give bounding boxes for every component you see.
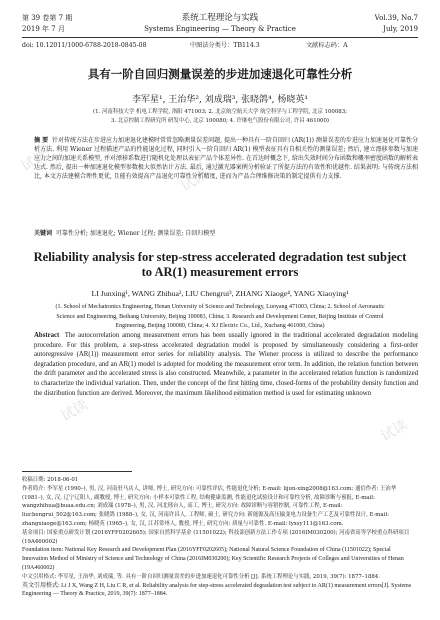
author-bios: 作者简介: 李军星 (1990–), 男, 汉, 河南驻马店人, 讲师, 博士, 研究方向: 可靠性评估, 性能退化分析; E-mail: lijun-xing2008@163.com; 通信作者: 王治华 (1981–), 女, 汉, 辽宁辽阳人, 副教授, 博士, 研究方向: 小样本可靠性工程, 结构健康监测, 性能退化试验设计和可靠性分析, 故障诊断与预报, E-mail: wangzhihua@buaa.edu.cn; 刘成瑞 (1978–), 男, 汉, 河北邢台人, 高工, 博士, 研究方向: 故障诊断与容错控制, 可靠性工程, E-mail: liuchengrui_502@163.com; 张晓鸽 (1988–), 女, 汉, 河南许昌人, 工程师, 硕士, 研究方向: 新能源及高压输变电力设备生产工艺及可靠性设计, E-mail: zhangxiaoge@163.com; 杨晓英 (1965–), 女, 汉, 江苏常州人, 教授, 博士, 研究方向: 质量与可靠性. E-mail: lyxsy111@163.com.	[22, 485, 397, 527]
watermark: 试读	[58, 396, 91, 425]
english-title: Reliability analysis for step-stress accelerated degradation test subject to AR(1) measurement errors	[33, 250, 407, 279]
clc-number: 中图法分类号：TB114.3	[190, 42, 260, 49]
english-abstract-label: Abstract	[34, 332, 60, 339]
journal-name-cn: 系统工程理论与实践	[181, 13, 259, 23]
chinese-affiliations	[40, 108, 400, 126]
watermark: 试读	[358, 146, 391, 175]
chinese-affiliation-line: (1. 河南科技大学 机电工程学院, 洛阳 471003; 2. 北京航空航天大学 航空科学与工程学院, 北京 100083;	[93, 109, 347, 115]
fund-en: Foundation item: National Key Research and Development Plan (2016YFF0202605); National Natural Science Foundation of China (11501022); Special Innovation Method of Ministry of Science and Technology of China (2016IM030200); Key Scientific Research Projects of Colleges and Universities of Henan (19A460002)	[22, 547, 404, 571]
date-en: July, 2019	[383, 25, 418, 33]
header-rule	[22, 37, 418, 38]
volume-issue-en: Vol.39, No.7	[374, 14, 418, 22]
chinese-title: 具有一阶自回归测量误差的步进加速退化可靠性分析	[87, 67, 353, 81]
chinese-keywords-text: 可靠性分析; 加速退化; Wiener 过程; 测量误差; 自回归模型	[55, 230, 216, 237]
english-abstract	[34, 331, 418, 398]
footnotes	[22, 476, 418, 599]
chinese-keywords	[34, 229, 418, 238]
watermark: 试读	[378, 416, 411, 445]
citation-cn: 中文引用格式: 李军星, 王治华, 刘成瑞, 等. 具有一阶自回归测量误差的步进加速退化可靠性分析 [J]. 系统工程理论与实践, 2019, 39(7): 1877–1884.	[22, 573, 380, 580]
footnote-rule	[22, 471, 132, 472]
english-affiliations: (1. School of Mechatronics Engineering, Henan University of Science and Technology, Luoyang 471003, China; 2. School of Aeronautic Science and Engineering, Beihang University, Beijing 100083, China; 3. Research and Development Center, Beijing Institute of Control Engineering, Beijing 100080, China; 4. XJ Electric Co., Ltd., Xuchang 461000, China)	[55, 304, 385, 329]
watermark: 试读	[228, 376, 261, 405]
chinese-keywords-label: 关键词	[34, 230, 53, 237]
watermark: 试读	[18, 146, 51, 175]
journal-name-en: Systems Engineering — Theory & Practice	[144, 25, 296, 33]
fund-cn: 基金项目: 国家重点研发计划 (2016YFF0202605); 国家自然科学基金 (11501022); 科技部创新方法工作专项 (2016IM030200); 河南省高等学校重点科研项目 (19A460002)	[22, 529, 410, 545]
english-abstract-text: The autocorrelation among measurement errors has been usually ignored in the traditional accelerated degradation modeling procedure. For this problem, a step-stress accelerated degradation model is proposed by simultaneously considering a first-order autoregressive (AR(1)) measurement error series for reliability analysis. The Wiener process is utilized to describe the performance degradation procedure, and an AR(1) model is adopted for modeling the measurement error term. In addition, the relation function between the drift parameter and the accelerated stress is also constructed. Meanwhile, a parameter in the accelerated relation function is randomized to characterize the individual variation. Then, under the concept of the first hitting time, closed-forms of the probability density function and the distribution function are derived. Moreover, the maximum likelihood estimation method is used for estimating unknown	[34, 332, 418, 397]
doi: doi: 10.12011/1000-6788-2018-0845-08	[22, 42, 147, 49]
chinese-affiliation-line: 3. 北京控制工程研究所 研发中心, 北京 100080; 4. 许继电气股份有限公司, 许昌 461000)	[110, 118, 330, 124]
watermark: 试读	[178, 166, 211, 195]
date-cn: 2019 年 7 月	[22, 25, 65, 33]
document-code: 文献标志码：A	[306, 42, 348, 49]
citation-en: 英文引用格式: Li J X, Wang Z H, Liu C R, et al. Reliability analysis for step-stress accelerated degradation test subject to AR(1) measurement errors[J]. Systems Engineering — Theory & Practice, 2019, 39(7): 1877–1884.	[22, 582, 412, 598]
english-authors: LI Junxing¹, WANG Zhihua², LIU Chengrui³, ZHANG Xiaoge⁴, YANG Xiaoying¹	[91, 289, 349, 298]
chinese-abstract-text: 针对传统方法在步进应力加速退化建模时常常忽略测量误差问题, 提出一种具有一阶自回归 (AR(1)) 测量误差的步进应力加速退化可靠性分析方法. 利用 Wiener 过程描述产品的性能退化过程, 同时引入一阶自回归 AR(1) 模型表征具有自相关性的测量误差; 然后, 建立漂移参数与加速应力之间的加速关系模型, 并对漂移系数进行随机化处理以表征产品个体差异性. 在首达时概念下, 给出失效时间分布函数和概率密度函数的解析表达式. 然后, 提出一种加速退化模型参数极大似然估计方法. 最后, 通过激光器案例分析验证了所提方法的有效性和优越性. 结果表明: 与传统方法相比, 本文方法建模合理性更优, 且能有效提高产品退化可靠性分析精度, 进而为产品合理维修决策的制定提供有力支撑.	[34, 137, 418, 180]
chinese-authors: 李军星¹, 王治华², 刘成瑞³, 张晓鸽⁴, 杨晓英¹	[132, 95, 308, 105]
received-date: 收稿日期: 2018-06-01	[22, 477, 79, 483]
chinese-abstract-label: 摘 要	[34, 137, 49, 144]
volume-issue-cn: 第 39 卷第 7 期	[22, 14, 73, 22]
chinese-abstract	[34, 136, 418, 181]
